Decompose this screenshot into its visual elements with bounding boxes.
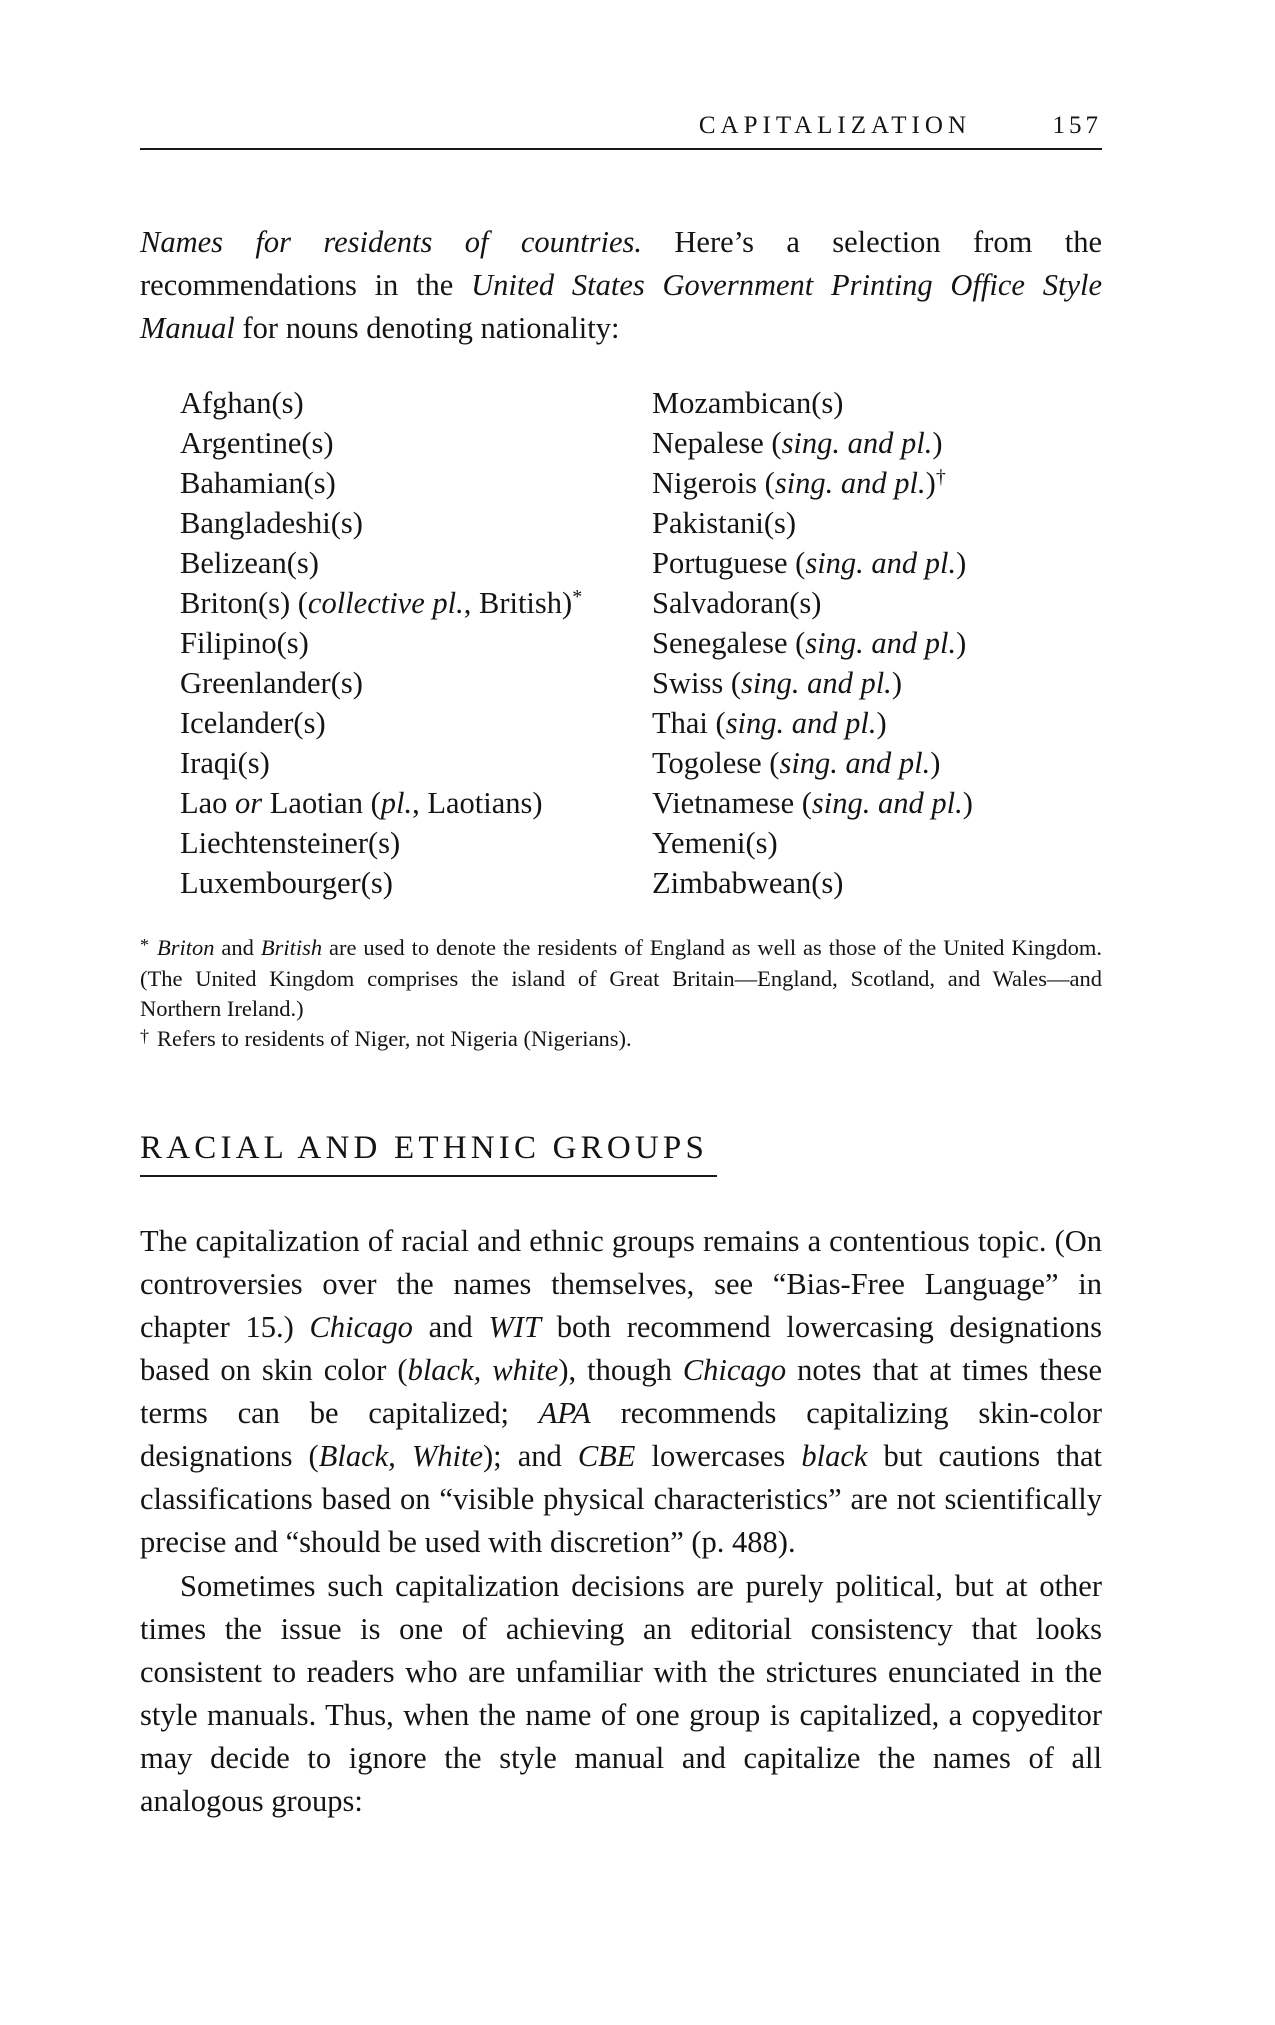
nationality-name: Nigerois ( [652, 466, 775, 500]
nationality-note: or [235, 786, 263, 820]
nationality-suffix: ) [932, 426, 943, 460]
nationality-name: Lao [180, 786, 236, 820]
nationality-item [652, 383, 973, 423]
nationality-item [652, 703, 973, 743]
nationality-name: Argentine(s) [180, 426, 334, 460]
italic-term: black [801, 1439, 868, 1473]
nationality-note: sing. and pl. [725, 706, 877, 740]
nationality-name: Portuguese ( [652, 546, 806, 580]
nationality-item [180, 863, 582, 903]
body-text-run: ), though [558, 1353, 683, 1387]
nationality-item [652, 423, 973, 463]
manual-title: United States Government Printing Office Style Manual [140, 268, 1102, 345]
nationality-item [180, 663, 582, 703]
body-paragraph-2: Sometimes such capitalization decisions are purely political, but at other times the issue is one of achieving an editorial consistency that looks consistent to readers who are unfamiliar with the strictures enunciated in the style manuals. Thus, when the name of one group is capitalized, a copyeditor may decide to ignore the style manual and capitalize the names of all analogous groups: [140, 1569, 1102, 1818]
nationality-name: Nepalese ( [652, 426, 782, 460]
nationality-name: Icelander(s) [180, 706, 326, 740]
nationality-note: collective pl. [307, 586, 464, 620]
intro-lead: Names for residents of countries. [140, 225, 642, 259]
footnote-asterisk: * [140, 935, 149, 955]
nationality-name: Afghan(s) [180, 386, 304, 420]
footnote-briton-text: are used to denote the residents of England as well as those of the United Kingdom. (The United Kingdom comprises the island of Great Britain—England, Scotland, and Wales—and Northern Ireland.) [140, 935, 1102, 1021]
nationality-name: Togolese ( [652, 746, 780, 780]
nationality-name: Greenlander(s) [180, 666, 363, 700]
footnote-term-british: British [260, 935, 323, 960]
nationality-name: Filipino(s) [180, 626, 309, 660]
nationality-name: Iraqi(s) [180, 746, 270, 780]
intro-paragraph [140, 221, 1102, 350]
nationality-suffix: ) [956, 626, 967, 660]
nationality-name: Salvadoran(s) [652, 586, 822, 620]
nationality-name: Mozambican(s) [652, 386, 844, 420]
nationality-suffix: ) [925, 466, 936, 500]
nationality-name: Belizean(s) [180, 546, 319, 580]
nationality-item [180, 583, 582, 623]
footnote-nigerois [140, 1024, 1102, 1055]
nationality-note: pl. [380, 786, 413, 820]
nationality-note: sing. and pl. [774, 466, 926, 500]
nationality-item [652, 503, 973, 543]
nationality-item [652, 623, 973, 663]
nationality-item [180, 503, 582, 543]
body-text-run: notes that at times these terms can be capitalized; [140, 1353, 1102, 1430]
body-paragraph-1 [140, 1220, 1102, 1564]
nationality-item [180, 383, 582, 423]
nationality-item [180, 703, 582, 743]
nationality-item [180, 423, 582, 463]
footnotes [140, 933, 1102, 1055]
nationality-name: Liechtensteiner(s) [180, 826, 401, 860]
intro-text-1: Here’s a selection from the recommendations in the [140, 225, 1102, 302]
nationality-name: Briton(s) ( [180, 586, 308, 620]
nationality-name: Thai ( [652, 706, 726, 740]
nationality-suffix: ) [876, 706, 887, 740]
nationality-note: sing. and pl. [811, 786, 963, 820]
nationality-note: sing. and pl. [740, 666, 892, 700]
nationality-name: Luxembourger(s) [180, 866, 393, 900]
body-text-run: both recommend lowercasing designations based on skin color ( [140, 1310, 1102, 1387]
nationality-suffix: , Laotians) [412, 786, 543, 820]
nationality-name: Bangladeshi(s) [180, 506, 363, 540]
footnote-reference-mark: † [935, 466, 946, 488]
italic-term: WIT [488, 1310, 541, 1344]
nationality-name: Vietnamese ( [652, 786, 812, 820]
nationality-item [652, 863, 973, 903]
nationality-note: sing. and pl. [781, 426, 933, 460]
running-title: CAPITALIZATION [698, 112, 971, 139]
nationality-item [180, 743, 582, 783]
nationality-name: Pakistani(s) [652, 506, 797, 540]
italic-term: APA [538, 1396, 591, 1430]
nationality-note: sing. and pl. [779, 746, 931, 780]
nationality-name: Bahamian(s) [180, 466, 336, 500]
footnote-nigerois-text: Refers to residents of Niger, not Nigeria (Nigerians). [157, 1026, 632, 1051]
nationality-item [652, 823, 973, 863]
body-text-run: The capitalization of racial and ethnic groups remains a contentious topic. (On controversies over the names themselves, see “Bias-Free Language” in chapter 15.) [140, 1224, 1102, 1344]
nationality-item [180, 623, 582, 663]
footnote-term-briton: Briton [157, 935, 215, 960]
nationality-item [652, 583, 973, 623]
section-heading: RACIAL AND ETHNIC GROUPS [140, 1130, 717, 1177]
body-text-run: but cautions that classifications based on “visible physical characteristics” are not scientifically precise and “should be used with discretion” (p. 488). [140, 1439, 1102, 1559]
nationality-note: sing. and pl. [805, 546, 957, 580]
nationality-suffix: ) [962, 786, 973, 820]
nationality-item [652, 463, 973, 503]
nationality-item [180, 783, 582, 823]
intro-text-2: for nouns denoting nationality: [234, 311, 620, 345]
nationality-item [180, 823, 582, 863]
nationality-item [652, 663, 973, 703]
italic-term: Black, White [318, 1439, 483, 1473]
running-head [140, 108, 1102, 150]
nationality-note: sing. and pl. [805, 626, 957, 660]
nationality-name: Yemeni(s) [652, 826, 778, 860]
nationality-column-right [652, 383, 973, 903]
italic-term: black, white [407, 1353, 559, 1387]
page-number: 157 [1052, 112, 1102, 139]
footnote-and: and [214, 935, 261, 960]
body-text-run: recommends capitalizing skin-color designations ( [140, 1396, 1102, 1473]
nationality-item [180, 543, 582, 583]
body-text-run: lowercases [635, 1439, 802, 1473]
nationality-name: Zimbabwean(s) [652, 866, 844, 900]
body-text-run: ); and [483, 1439, 578, 1473]
nationality-suffix: Laotian ( [262, 786, 381, 820]
nationality-suffix: ) [930, 746, 941, 780]
nationality-suffix: ) [956, 546, 967, 580]
italic-term: Chicago [309, 1310, 413, 1344]
nationality-item [652, 543, 973, 583]
footnote-reference-mark: * [572, 586, 583, 608]
nationality-item [180, 463, 582, 503]
nationality-name: Swiss ( [652, 666, 741, 700]
nationality-item [652, 743, 973, 783]
italic-term: Chicago [682, 1353, 787, 1387]
nationality-column-left [180, 383, 582, 903]
body-text-run: and [412, 1310, 489, 1344]
nationality-name: Senegalese ( [652, 626, 806, 660]
nationality-item [652, 783, 973, 823]
footnote-briton [140, 933, 1102, 1024]
nationality-suffix: , British) [463, 586, 573, 620]
italic-term: CBE [577, 1439, 636, 1473]
footnote-dagger: † [140, 1026, 149, 1046]
nationality-suffix: ) [891, 666, 902, 700]
